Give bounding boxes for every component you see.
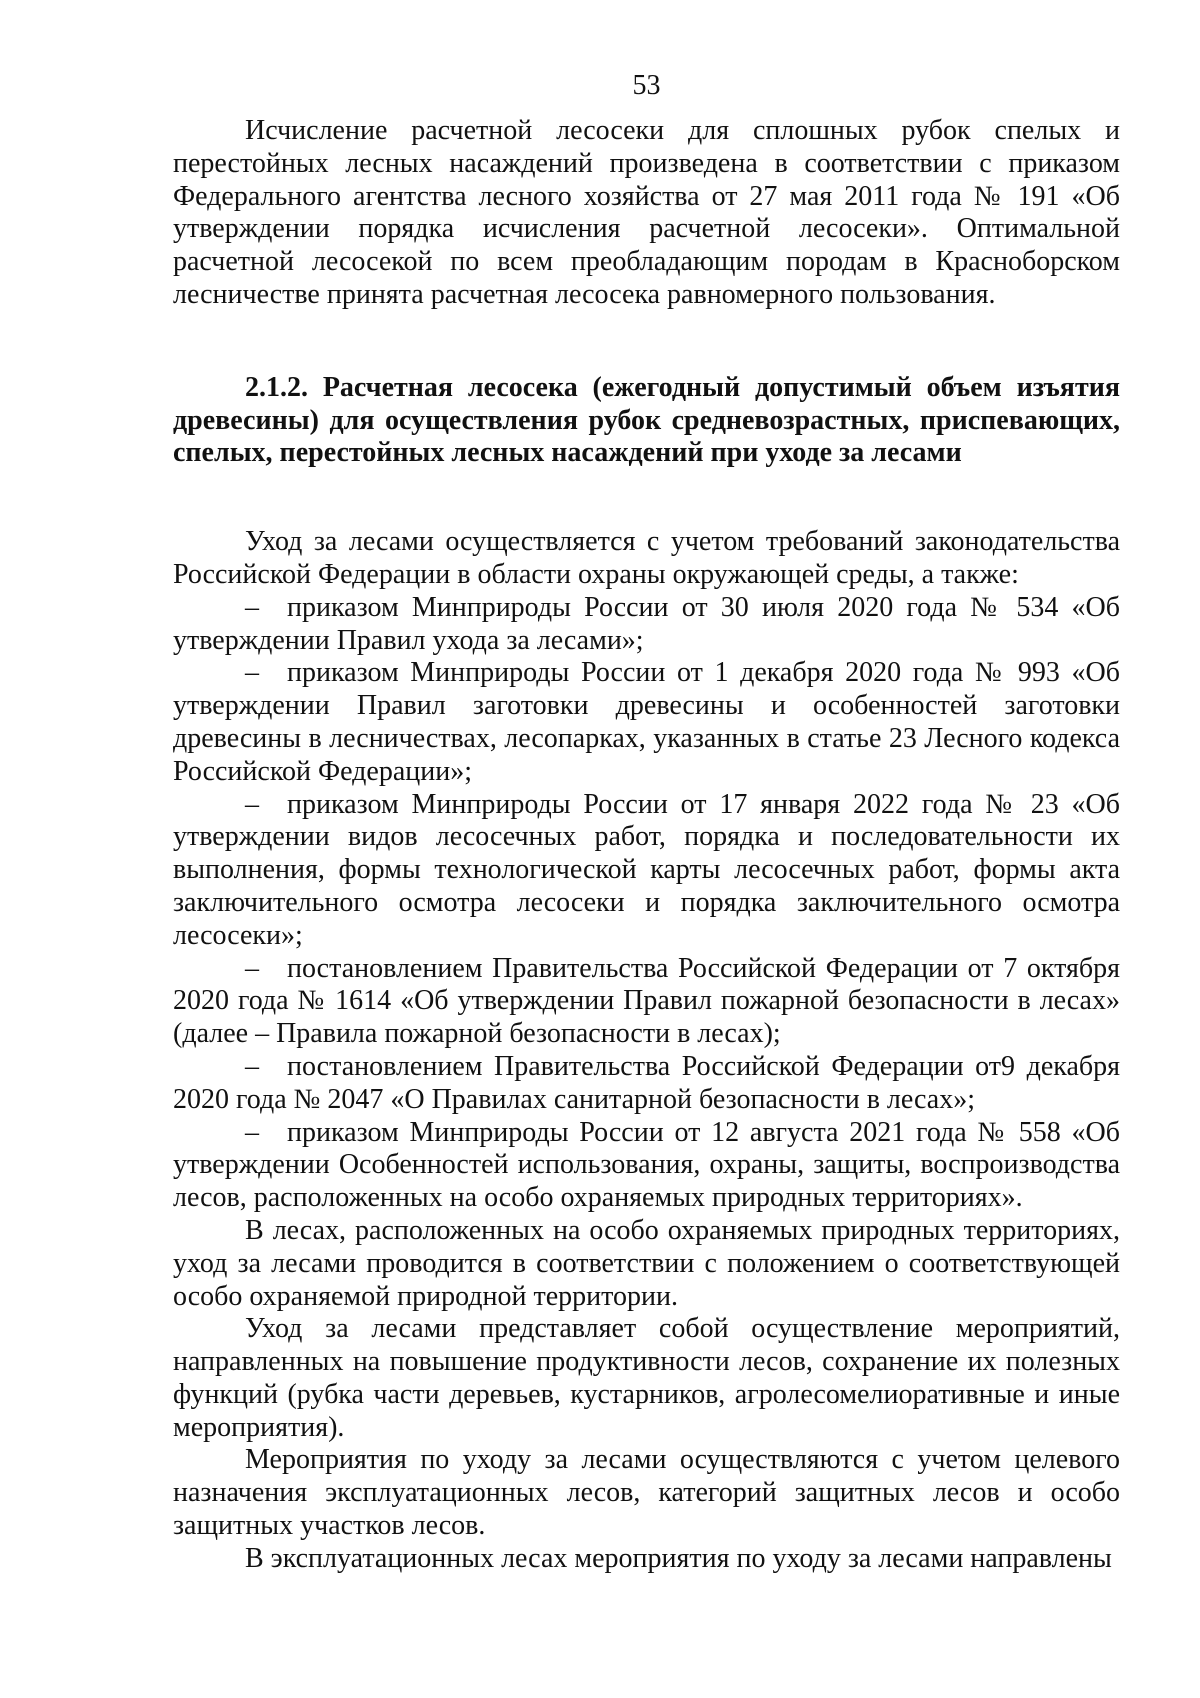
paragraph-protected-areas: В лесах, расположенных на особо охраняемых природных территориях, уход за лесами проводится в соответствии с положением о соответствующей особо охраняемой природной территории.: [173, 1214, 1120, 1312]
list-dash: –: [245, 591, 259, 623]
list-item: [173, 592, 1120, 658]
list-dash: –: [245, 952, 259, 984]
list-item: [173, 1051, 1120, 1117]
paragraph-exploitation-forests: В эксплуатационных лесах мероприятия по уходу за лесами направлены: [245, 1542, 1112, 1574]
list-item-text: приказом Минприроды России от 17 января 2022 года № 23 «Об утверждении видов лесосечных работ, порядка и последовательности их выполнения, формы технологической карты лесосечных работ, формы акта заключительного осмотра лесосеки и порядка заключительного осмотра лесосеки»;: [173, 788, 1120, 951]
list-dash: –: [245, 1116, 259, 1148]
list-item: [173, 1117, 1120, 1215]
list-item: [173, 789, 1120, 953]
list-item-text: приказом Минприроды России от 12 августа 2021 года № 558 «Об утверждении Особенностей использования, охраны, защиты, воспроизводства лесов, расположенных на особо охраняемых природных территориях».: [173, 1116, 1120, 1214]
section-heading: 2.1.2. Расчетная лесосека (ежегодный допустимый объем изъятия древесины) для осуществления рубок средневозрастных, приспевающих, спелых, перестойных лесных насаждений при уходе за лесами: [173, 371, 1120, 469]
list-dash: –: [245, 657, 259, 689]
list-item: [173, 953, 1120, 1051]
list-item-text: приказом Минприроды России от 30 июля 2020 года № 534 «Об утверждении Правил ухода за лесами»;: [173, 591, 1120, 656]
page-number: 53: [632, 70, 661, 101]
list-dash: –: [245, 788, 259, 820]
list-item-text: приказом Минприроды России от 1 декабря 2020 года № 993 «Об утверждении Правил заготовки древесины и особенностей заготовки древесины в лесничествах, лесопарках, указанных в статье 23 Лесного кодекса Российской Федерации»;: [173, 657, 1120, 787]
paragraph-intro: Уход за лесами осуществляется с учетом требований законодательства Российской Федерации в области охраны окружающей среды, а также:: [173, 526, 1120, 590]
list-item-text: постановлением Правительства Российской Федерации от 7 октября 2020 года № 1614 «Об утверждении Правил пожарной безопасности в лесах» (далее – Правила пожарной безопасности в лесах);: [173, 952, 1120, 1050]
document-page: [173, 62, 1120, 1576]
list-item: [173, 657, 1120, 788]
list-item-text: постановлением Правительства Российской Федерации от9 декабря 2020 года № 2047 «О Правилах санитарной безопасности в лесах»;: [173, 1050, 1120, 1115]
paragraph-forest-care-measures: Мероприятия по уходу за лесами осуществляются с учетом целевого назначения эксплуатационных лесов, категорий защитных лесов и особо защитных участков лесов.: [173, 1444, 1120, 1542]
paragraph-calculation: Исчисление расчетной лесосеки для сплошных рубок спелых и перестойных лесных насаждений произведена в соответствии с приказом Федерального агентства лесного хозяйства от 27 мая 2011 года № 191 «Об утверждении порядка исчисления расчетной лесосеки». Оптимальной расчетной лесосекой по всем преобладающим породам в Красноборском лесничестве принята расчетная лесосека равномерного пользования.: [173, 115, 1120, 310]
list-dash: –: [245, 1050, 259, 1082]
paragraph-forest-care-definition: Уход за лесами представляет собой осуществление мероприятий, направленных на повышение продуктивности лесов, сохранение их полезных функций (рубка части деревьев, кустарников, агролесомелиоративные и иные мероприятия).: [173, 1313, 1120, 1443]
